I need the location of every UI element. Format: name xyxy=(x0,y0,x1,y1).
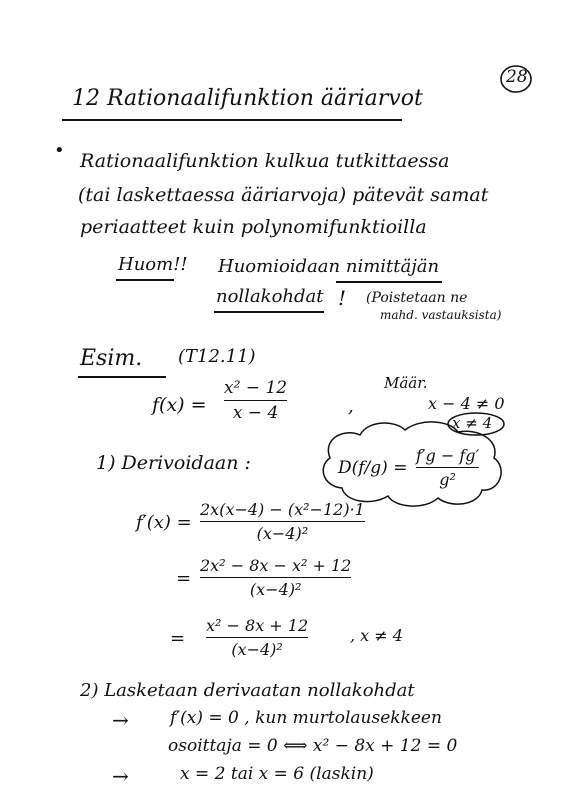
arrow-1: → xyxy=(112,708,129,732)
step2-label: 2) Lasketaan derivaatan nollakohdat xyxy=(80,680,415,701)
page-title: 12 Rationaalifunktion ääriarvot xyxy=(72,86,423,111)
note-paren-2: mahd. vastauksista) xyxy=(380,308,502,322)
quotient-rule-lhs: D(f/g) = xyxy=(338,458,408,478)
quotient-rule-numerator: f′g − fg′ xyxy=(416,446,480,465)
derivative-3-numerator: x² − 8x + 12 xyxy=(206,616,309,635)
note-exclaim: ! xyxy=(338,286,347,310)
example-ref: (T12.11) xyxy=(178,346,256,367)
derivative-2-denominator: (x−4)² xyxy=(249,580,302,599)
derivative-condition: , x ≠ 4 xyxy=(350,626,403,645)
note-paren-1: (Poistetaan ne xyxy=(366,290,468,306)
note-huom: Huom!! xyxy=(118,254,188,275)
example-label: Esim. xyxy=(80,346,143,371)
function-lhs: f(x) = xyxy=(152,394,207,416)
example-underline xyxy=(78,376,166,378)
fraction-bar xyxy=(416,467,479,468)
fraction-bar xyxy=(224,400,287,401)
step2-line-2: osoittaja = 0 ⟺ x² − 8x + 12 = 0 xyxy=(168,736,458,756)
note-line-2-underline xyxy=(214,311,324,313)
derivative-fraction-3 xyxy=(206,616,308,659)
derivative-1-numerator: 2x(x−4) − (x²−12)·1 xyxy=(200,500,365,519)
function-numerator: x² − 12 xyxy=(224,378,288,398)
quotient-rule-fraction xyxy=(416,446,479,489)
note-line-1: Huomioidaan nimittäjän xyxy=(218,256,440,277)
derivative-fraction-1 xyxy=(200,500,365,543)
note-line-1-underline xyxy=(336,281,442,283)
page-number: 28 xyxy=(506,67,528,87)
note-line-2: nollakohdat xyxy=(216,286,324,307)
derivative-fraction-2 xyxy=(200,556,351,599)
title-underline xyxy=(62,119,402,121)
function-denominator: x − 4 xyxy=(232,403,279,423)
intro-line-3: periaatteet kuin polynomifunktioilla xyxy=(80,216,427,238)
arrow-2: → xyxy=(112,764,129,788)
derivative-3-denominator: (x−4)² xyxy=(231,640,283,659)
fraction-bar xyxy=(200,577,351,578)
function-comma: , xyxy=(348,396,354,417)
function-fraction xyxy=(224,378,287,423)
domain-result: x ≠ 4 xyxy=(452,414,493,432)
intro-line-2: (tai laskettaessa ääriarvoja) pätevät samat xyxy=(78,184,489,206)
step1-label: 1) Derivoidaan : xyxy=(96,452,251,474)
derivative-1-denominator: (x−4)² xyxy=(256,524,309,543)
domain-label: Määr. xyxy=(384,374,428,392)
fraction-bar xyxy=(200,521,365,522)
derivative-lhs: f′(x) = xyxy=(136,512,192,533)
equals-3: = xyxy=(170,628,186,649)
intro-line-1: Rationaalifunktion kulkua tutkittaessa xyxy=(80,150,450,172)
equals-2: = xyxy=(176,568,192,589)
step2-line-3: x = 2 tai x = 6 (laskin) xyxy=(180,764,374,784)
bullet: • xyxy=(54,140,65,161)
domain-condition: x − 4 ≠ 0 xyxy=(428,394,505,413)
step2-line-1: f′(x) = 0 , kun murtolausekkeen xyxy=(170,708,442,728)
huom-underline xyxy=(116,279,174,281)
quotient-rule-denominator: g² xyxy=(439,470,456,489)
derivative-2-numerator: 2x² − 8x − x² + 12 xyxy=(200,556,352,575)
fraction-bar xyxy=(206,637,308,638)
